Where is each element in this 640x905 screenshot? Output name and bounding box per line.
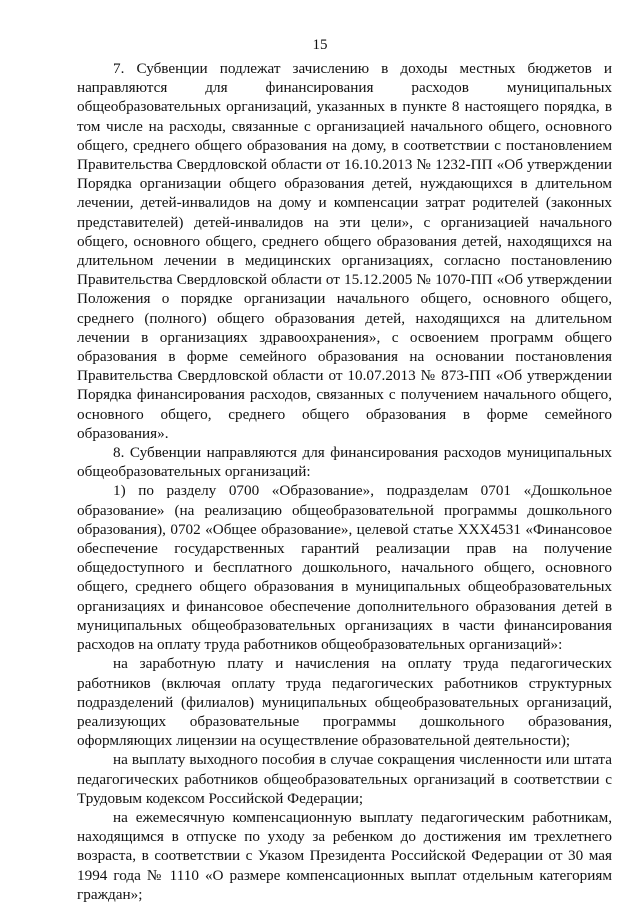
paragraph-severance-pay: на выплату выходного пособия в случае сокращения численности или штата педагогических работников общеобразовательных организаций в соответствии с Трудовым кодексом Российской Федерации; <box>77 751 612 807</box>
paragraph-salary-and-accruals: на заработную плату и начисления на оплату труда педагогических работников (включая оплату труда педагогических работников структурных подразделений (филиалов) муниципальных общеобразовательных организаций, реализующих образовательные программы дошкольного образования, оформляющих лицензии на осуществление образовательной деятельности); <box>77 655 612 750</box>
paragraph-7-subventions-crediting: 7. Субвенции подлежат зачислению в доходы местных бюджетов и направляются для финансирования расходов муниципальных общеобразовательных организаций, указанных в пункте 8 настоящего порядка, в том числе на расходы, связанные с организацией начального общего, основного общего, среднего общего образования на дому, в соответствии с постановлением Правительства Свердловской области от 16.10.2013 № 1232-ПП «Об утверждении Порядка организации общего образования детей, нуждающихся в длительном лечении, детей-инвалидов на дому и компенсации затрат родителей (законных представителей) детей-инвалидов на эти цели», с организацией начального общего, основного общего, среднего общего образования детей, находящихся на длительном лечении в медицинских организациях, согласно постановлению Правительства Свердловской области от 15.12.2005 № 1070-ПП «Об утверждении Положения о порядке организации начального общего, основного общего, среднего (полного) общего образования детей, находящихся на длительном лечении в организациях здравоохранения», с освоением программ общего образования в форме семейного образования на основании постановления Правительства Свердловской области от 10.07.2013 № 873-ПП «Об утверждении Порядка финансирования расходов, связанных с получением начального общего, основного общего, среднего общего образования в форме семейного образования». <box>77 60 612 442</box>
page-number: 15 <box>312 37 328 53</box>
paragraph-monthly-compensation: на ежемесячную компенсационную выплату педагогическим работникам, находящимся в отпуске по уходу за ребенком до достижения им трехлетнего возраста, в соответствии с Указом Президента Российской Федерации от 30 мая 1994 года № 1110 «О размере компенсационных выплат отдельным категориям граждан»; <box>77 808 612 903</box>
document-body <box>77 59 612 904</box>
paragraph-item-1-section-0700: 1) по разделу 0700 «Образование», подразделам 0701 «Дошкольное образование» (на реализацию общеобразовательной программы дошкольного образования), 0702 «Общее образование», целевой статье ХХХ4531 «Финансовое обеспечение государственных гарантий реализации прав на получение общедоступного и бесплатного дошкольного, начального общего, основного общего, среднего общего образования в муниципальных общеобразовательных организациях и финансовое обеспечение дополнительного образования детей в муниципальных общеобразовательных организациях в части финансирования расходов на оплату труда работников общеобразовательных организаций»: <box>77 482 612 654</box>
paragraph-8-subventions-purpose: 8. Субвенции направляются для финансирования расходов муниципальных общеобразовательных организаций: <box>77 444 612 481</box>
